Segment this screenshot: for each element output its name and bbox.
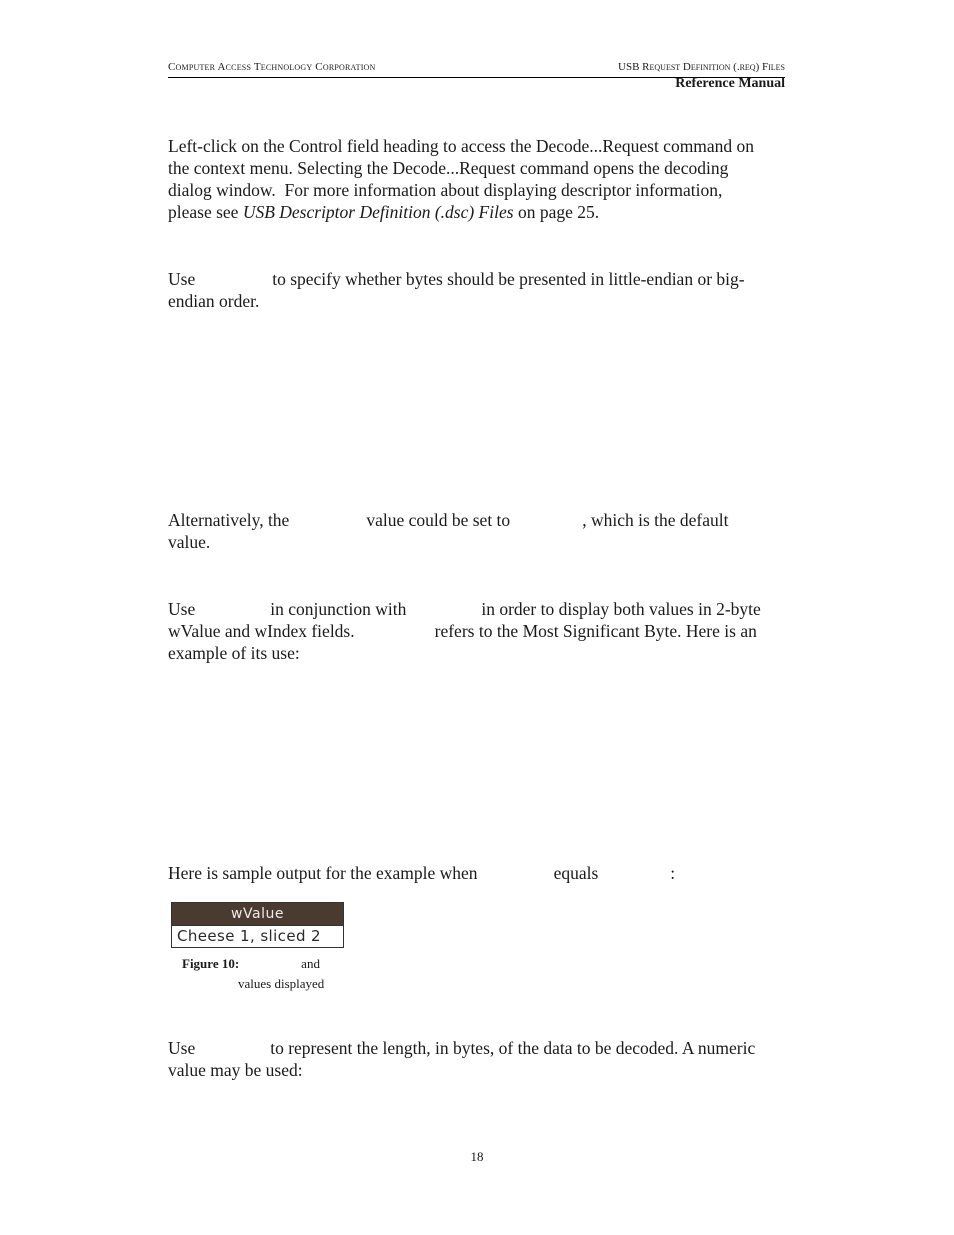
cross-reference-link[interactable]: USB Descriptor Definition (.dsc) Files [242,202,514,222]
text-line: dialog window. For more information about displaying descriptor information, [168,180,723,200]
paragraph-msb [168,598,788,664]
paragraph-default-value [168,509,788,553]
text-segment: refers to the Most Significant Byte. Here is an [434,621,757,641]
text-line: endian order. [168,291,260,311]
paragraph-byte-order [168,268,788,312]
caption-text: and [301,956,320,971]
text-segment: Use [168,599,196,619]
text-segment: value could be set to [366,510,511,530]
text-line [168,862,788,884]
running-header-left: Computer Access Technology Corporation [168,61,376,73]
text-segment: Here is sample output for the example when [168,863,478,883]
text-line: Left-click on the Control field heading to access the Decode...Request command on [168,136,755,156]
text-line: the context menu. Selecting the Decode...Request command opens the decoding [168,158,729,178]
text-line [168,268,788,290]
text-segment: to represent the length, in bytes, of the data to be decoded. A numeric [270,1038,756,1058]
text-line: value may be used: [168,1060,303,1080]
table-cell: Cheese 1, sliced 2 [172,925,343,947]
figure-wvalue-table [171,902,344,948]
text-line: value. [168,532,211,552]
figure-caption-line2: values displayed [238,976,325,991]
column-header: wValue [172,903,343,925]
text-segment: Use [168,1038,196,1058]
text-segment: please see [168,202,243,222]
figure-label: Figure 10: [182,956,240,971]
text-line [168,201,788,223]
text-segment: to specify whether bytes should be presented in little-endian or big- [272,269,745,289]
text-segment: in order to display both values in 2-byte [481,599,761,619]
text-line [168,509,788,531]
text-line [168,620,788,642]
text-segment: Use [168,269,196,289]
paragraph-decode-request [168,135,788,223]
paragraph-length [168,1037,788,1081]
text-line: example of its use: [168,643,300,663]
text-line [168,598,788,620]
page-number: 18 [470,1149,484,1164]
paragraph-sample-output [168,862,788,884]
text-segment: equals [553,863,599,883]
text-segment: : [670,863,676,883]
text-segment: in conjunction with [270,599,407,619]
text-segment: wValue and wIndex fields. [168,621,355,641]
running-header-right: USB Request Definition (.req) Files [618,61,785,73]
text-segment: Alternatively, the [168,510,290,530]
header-subtitle: Reference Manual [675,76,785,91]
text-segment: , which is the default [582,510,729,530]
text-line [168,1037,788,1059]
text-segment: on page 25. [513,202,600,222]
figure-caption [182,956,320,972]
